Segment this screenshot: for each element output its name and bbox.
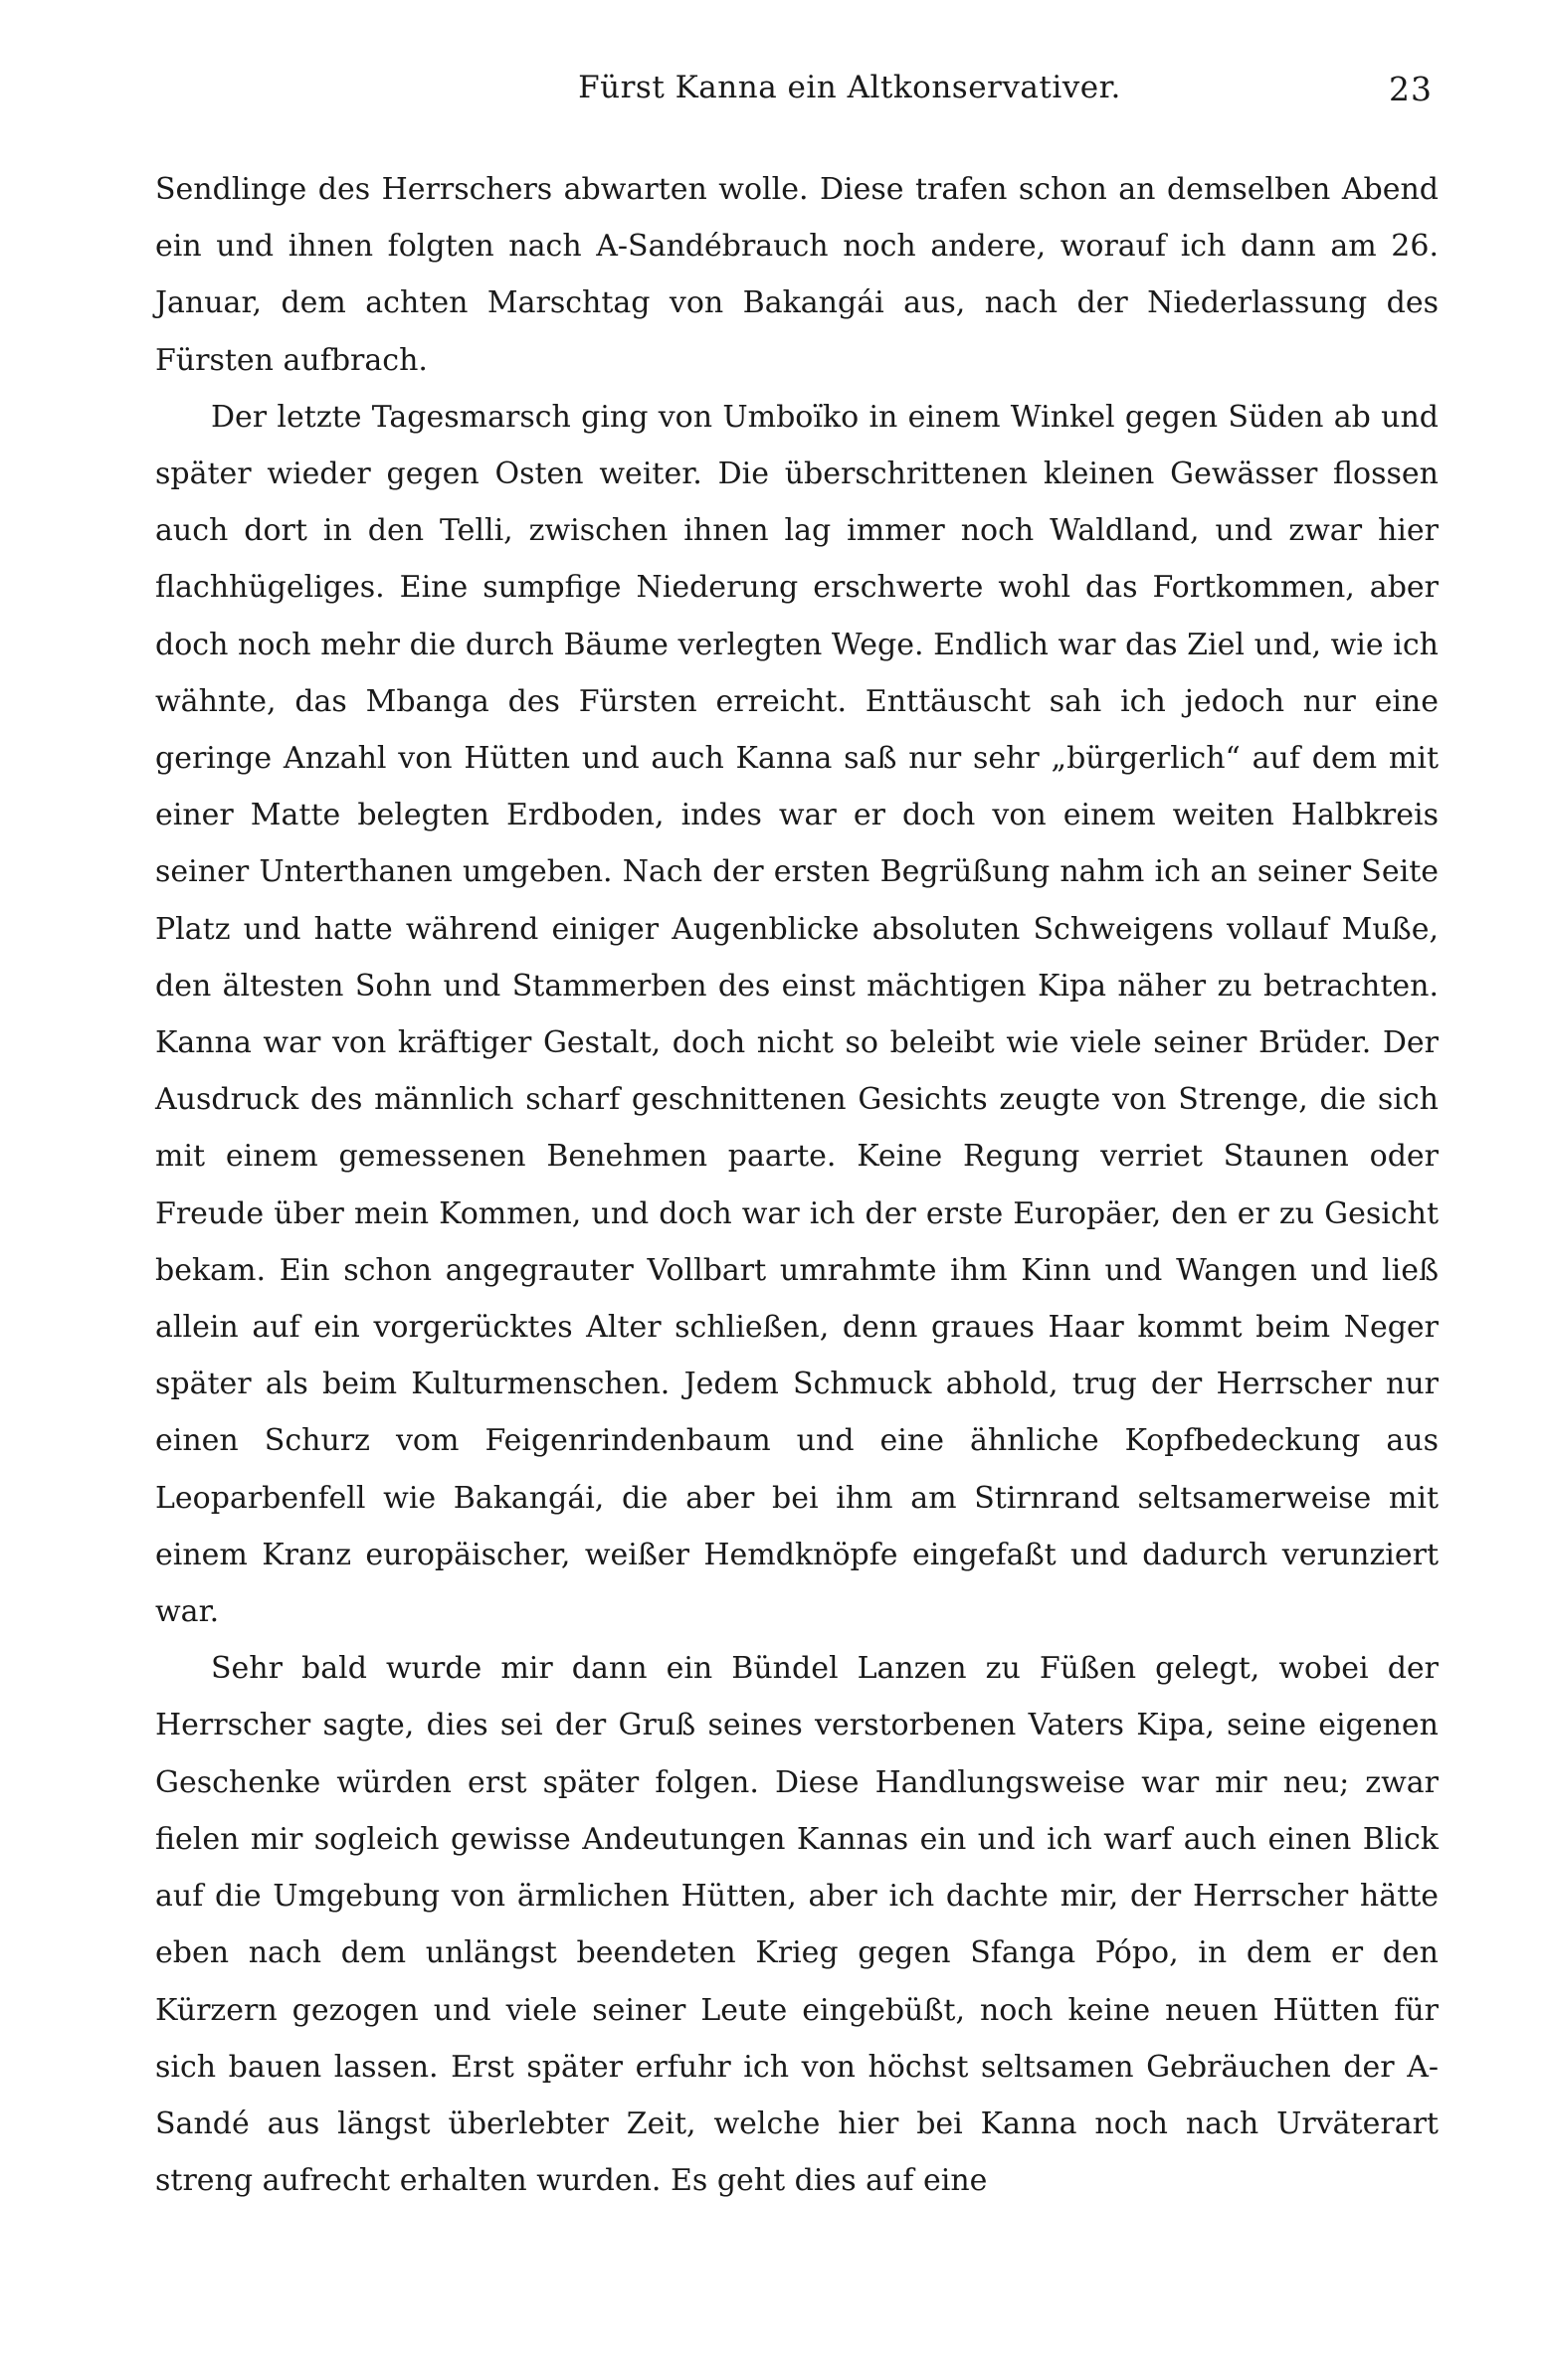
body-text <box>155 161 1439 2209</box>
paragraph-3: Sehr bald wurde mir dann ein Bündel Lanzen zu Füßen gelegt, wobei der Herrscher sagte, dies sei der Gruß seines verstorbenen Vaters Kipa, seine eigenen Geschenke würden erst später folgen. Diese Handlungsweise war mir neu; zwar fielen mir sogleich gewisse Andeutungen Kannas ein und ich warf auch einen Blick auf die Umgebung von ärmlichen Hütten, aber ich dachte mir, der Herrscher hätte eben nach dem unlängst beendeten Krieg gegen Sfanga Pópo, in dem er den Kürzern gezogen und viele seiner Leute eingebüßt, noch keine neuen Hütten für sich bauen lassen. Erst später erfuhr ich von höchst seltsamen Gebräuchen der A-Sandé aus längst überlebter Zeit, welche hier bei Kanna noch nach Urväterart streng aufrecht erhalten wurden. Es geht dies auf eine <box>155 1651 1439 2199</box>
running-head <box>177 70 1433 117</box>
paragraph-1: Sendlinge des Herrschers abwarten wolle. Diese trafen schon an demselben Abend ein und ihnen folgten nach A-Sandébrauch noch andere, worauf ich dann am 26. Januar, dem achten Marschtag von Bakangái aus, nach der Niederlassung des Fürsten aufbrach. <box>155 172 1439 378</box>
paragraph-2: Der letzte Tagesmarsch ging von Umboïko in einem Winkel gegen Süden ab und später wieder gegen Osten weiter. Die überschrittenen kleinen Gewässer flossen auch dort in den Telli, zwischen ihnen lag immer noch Waldland, und zwar hier flachhügeliges. Eine sumpfige Niederung erschwerte wohl das Fortkommen, aber doch noch mehr die durch Bäume verlegten Wege. Endlich war das Ziel und, wie ich wähnte, das Mbanga des Fürsten erreicht. Enttäuscht sah ich jedoch nur eine geringe Anzahl von Hütten und auch Kanna saß nur sehr „bürgerlich“ auf dem mit einer Matte belegten Erdboden, indes war er doch von einem weiten Halbkreis seiner Unterthanen umgeben. Nach der ersten Begrüßung nahm ich an seiner Seite Platz und hatte während einiger Augenblicke absoluten Schweigens vollauf Muße, den ältesten Sohn und Stammerben des einst mächtigen Kipa näher zu betrachten. Kanna war von kräftiger Gestalt, doch nicht so beleibt wie viele seiner Brüder. Der Ausdruck des männlich scharf geschnittenen Gesichts zeugte von Strenge, die sich mit einem gemessenen Benehmen paarte. Keine Regung verriet Staunen oder Freude über mein Kommen, und doch war ich der erste Europäer, den er zu Gesicht bekam. Ein schon angegrauter Vollbart umrahmte ihm Kinn und Wangen und ließ allein auf ein vorgerücktes Alter schließen, denn graues Haar kommt beim Neger später als beim Kulturmenschen. Jedem Schmuck abhold, trug der Herrscher nur einen Schurz vom Feigenrindenbaum und eine ähnliche Kopfbedeckung aus Leoparbenfell wie Bakangái, die aber bei ihm am Stirnrand seltsamerweise mit einem Kranz europäischer, weißer Hemdknöpfe eingefaßt und dadurch verunziert war. <box>155 399 1439 1630</box>
running-title: Fürst Kanna ein Altkonservativer. <box>578 70 1121 105</box>
page-number: 23 <box>1389 70 1433 108</box>
